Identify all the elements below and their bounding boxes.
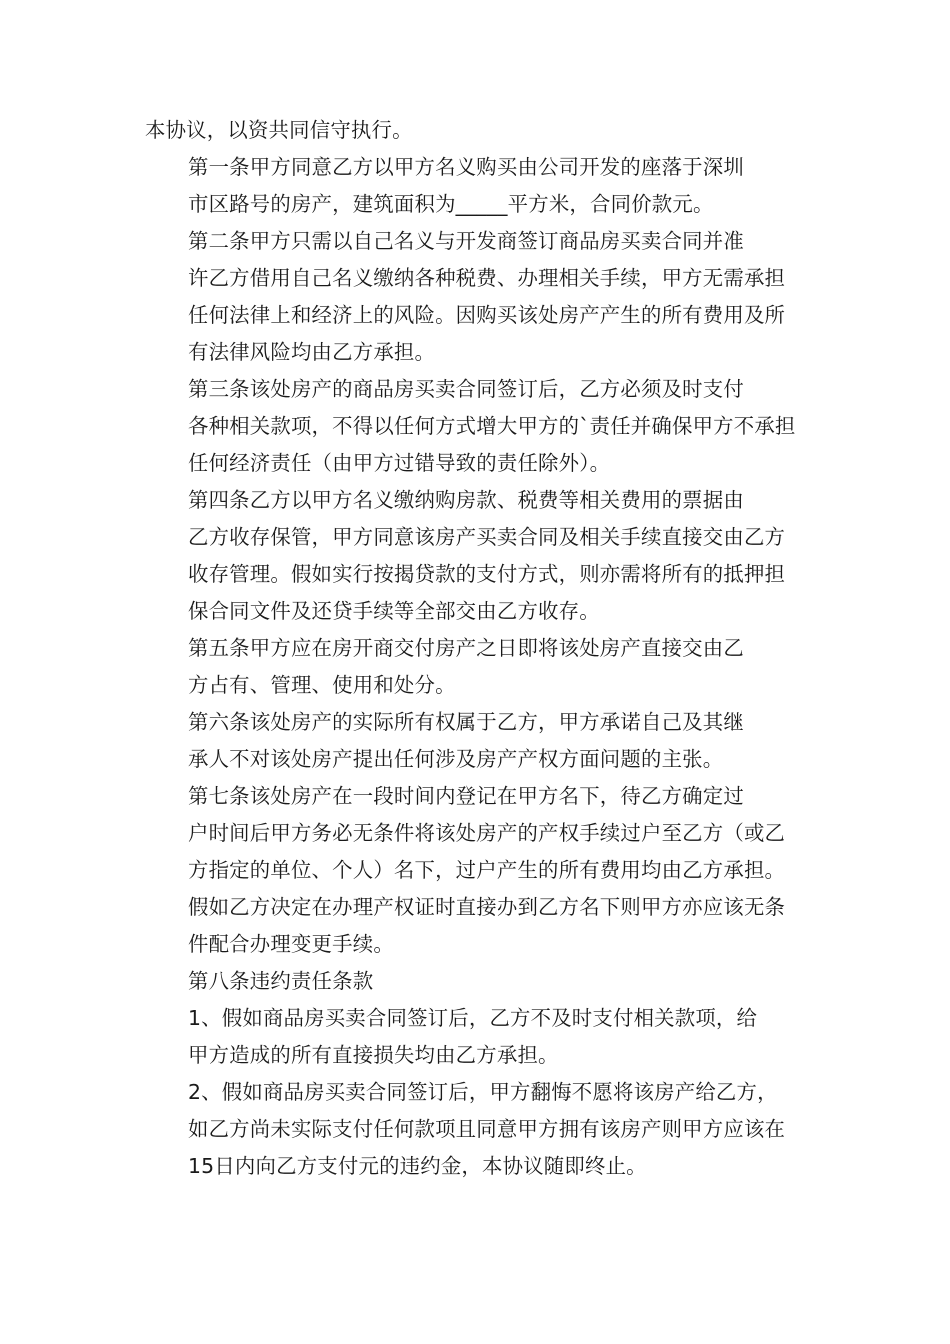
text-line: 许乙方借用自己名义缴纳各种税费、办理相关手续，甲方无需承担 xyxy=(188,266,786,290)
text-line: 第八条违约责任条款 xyxy=(188,969,374,993)
text-line: 本协议，以资共同信守执行。 xyxy=(145,118,413,142)
paragraph-article-6 xyxy=(145,704,807,778)
text-line: 假如乙方决定在办理产权证时直接办到乙方名下则甲方亦应该无条 xyxy=(188,895,786,919)
text-line: 甲方造成的所有直接损失均由乙方承担。 xyxy=(188,1043,559,1067)
paragraph-article-4 xyxy=(145,482,807,630)
text-line: 任何法律上和经济上的风险。因购买该处房产产生的所有费用及所 xyxy=(188,303,786,327)
text-line: 承人不对该处房产提出任何涉及房产产权方面问题的主张。 xyxy=(188,747,724,771)
text-line: 第一条甲方同意乙方以甲方名义购买由公司开发的座落于深圳 xyxy=(188,155,744,179)
text-line: 保合同文件及还贷手续等全部交由乙方收存。 xyxy=(188,599,600,623)
paragraph-article-1 xyxy=(145,149,807,223)
text-line: 2、假如商品房买卖合同签订后，甲方翻悔不愿将该房产给乙方， xyxy=(188,1080,778,1104)
paragraph-article-8-1 xyxy=(145,1000,807,1074)
text-line: 各种相关款项，不得以任何方式增大甲方的`责任并确保甲方不承担 xyxy=(188,414,796,438)
paragraph-article-2 xyxy=(145,223,807,371)
text-line: 第三条该处房产的商品房买卖合同签订后，乙方必须及时支付 xyxy=(188,377,744,401)
text-line: 市区路号的房产，建筑面积为_____平方米，合同价款元。 xyxy=(188,192,714,216)
text-line: 第六条该处房产的实际所有权属于乙方，甲方承诺自己及其继 xyxy=(188,710,744,734)
text-line: 方占有、管理、使用和处分。 xyxy=(188,673,456,697)
text-line: 方指定的单位、个人）名下，过户产生的所有费用均由乙方承担。 xyxy=(188,858,786,882)
text-line: 乙方收存保管，甲方同意该房产买卖合同及相关手续直接交由乙方 xyxy=(188,525,786,549)
text-line: 15日内向乙方支付元的违约金，本协议随即终止。 xyxy=(188,1154,647,1178)
text-line: 件配合办理变更手续。 xyxy=(188,932,394,956)
text-line: 第五条甲方应在房开商交付房产之日即将该处房产直接交由乙 xyxy=(188,636,744,660)
paragraph-article-5 xyxy=(145,630,807,704)
paragraph-article-8-2 xyxy=(145,1074,807,1185)
text-line: 1、假如商品房买卖合同签订后，乙方不及时支付相关款项，给 xyxy=(188,1006,758,1030)
text-line: 如乙方尚未实际支付任何款项且同意甲方拥有该房产则甲方应该在 xyxy=(188,1117,786,1141)
paragraph-article-3 xyxy=(145,371,807,482)
text-line: 有法律风险均由乙方承担。 xyxy=(188,340,436,364)
paragraph-article-7 xyxy=(145,778,807,963)
text-line: 第二条甲方只需以自己名义与开发商签订商品房买卖合同并准 xyxy=(188,229,744,253)
text-line: 收存管理。假如实行按揭贷款的支付方式，则亦需将所有的抵押担 xyxy=(188,562,786,586)
paragraph-intro-tail xyxy=(145,112,807,149)
text-line: 户时间后甲方务必无条件将该处房产的产权手续过户至乙方（或乙 xyxy=(188,821,786,845)
text-line: 第四条乙方以甲方名义缴纳购房款、税费等相关费用的票据由 xyxy=(188,488,744,512)
paragraph-article-8 xyxy=(145,963,807,1000)
text-line: 第七条该处房产在一段时间内登记在甲方名下，待乙方确定过 xyxy=(188,784,744,808)
text-line: 任何经济责任（由甲方过错导致的责任除外）。 xyxy=(188,451,611,475)
document-page xyxy=(145,112,807,1185)
